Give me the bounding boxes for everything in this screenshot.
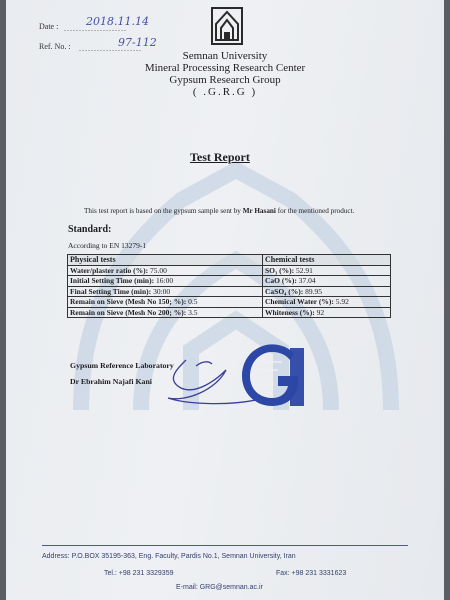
chemical-test-label: CaO (%):	[265, 276, 297, 286]
ref-label: Ref. No. :	[39, 42, 71, 51]
table-row	[68, 265, 391, 276]
date-value: 2018.11.14	[86, 15, 149, 28]
physical-test-label: Remain on Sieve (Mesh No 200; %):	[70, 307, 187, 317]
table-row	[68, 276, 391, 287]
chemical-test-value: 92	[316, 307, 325, 317]
physical-test-value: 3.5	[188, 307, 198, 317]
table-row	[68, 297, 391, 308]
physical-test-cell	[68, 286, 263, 297]
header-group: Gypsum Research Group	[169, 74, 281, 86]
lab-name: Gypsum Reference Laboratory	[70, 361, 174, 370]
signatory-name: Dr Ebrahim Najafi Kani	[70, 377, 152, 386]
physical-test-cell	[68, 276, 263, 287]
header-center: Mineral Processing Research Center	[144, 62, 306, 74]
physical-test-cell	[68, 307, 263, 318]
physical-test-value: 16:00	[155, 276, 174, 286]
ref-dots: .....................	[79, 44, 142, 53]
intro-lead: This test report is based on the gypsum sample sent by	[84, 207, 241, 215]
header-acronym: ( .G.R.G )	[192, 86, 258, 98]
chemical-test-value: 89.95	[305, 286, 323, 296]
standard-reference: According to EN 13279-1	[68, 241, 147, 250]
chemical-test-value: 5.92	[335, 297, 349, 307]
chemical-tests-header: Chemical tests	[263, 255, 391, 266]
table-row	[68, 307, 391, 318]
results-table	[67, 254, 391, 318]
date-label: Date :	[39, 22, 59, 31]
physical-test-value: 75.00	[150, 265, 167, 275]
footer-address: Address: P.O.BOX 35195-363, Eng. Faculty, Pardis No.1, Semnan University, Iran	[42, 553, 296, 560]
chemical-test-cell	[263, 307, 391, 318]
physical-tests-header: Physical tests	[68, 255, 263, 266]
ref-value: 97-112	[118, 36, 157, 49]
physical-test-label: Water/plaster ratio (%):	[70, 265, 149, 275]
chemical-test-label: SO₃ (%):	[265, 265, 295, 275]
chemical-test-label: Whiteness (%):	[265, 307, 315, 317]
footer-fax: Fax: +98 231 3331623	[276, 570, 347, 577]
chemical-test-label: Chemical Water (%):	[265, 297, 334, 307]
laboratory-stamp	[238, 340, 306, 412]
table-row	[68, 286, 391, 297]
footer-email: E-mail: GRG@semnan.ac.ir	[176, 584, 263, 591]
physical-test-value: 30:00	[153, 286, 171, 296]
intro-text	[84, 207, 354, 215]
report-page	[6, 0, 444, 600]
physical-test-label: Initial Setting Time (min):	[70, 276, 155, 286]
physical-test-label: Final Setting Time (min):	[70, 286, 152, 296]
chemical-test-cell	[263, 297, 391, 308]
intro-tail: for the mentioned product.	[277, 207, 355, 215]
chemical-test-value: 37.04	[298, 276, 316, 286]
chemical-test-cell	[263, 286, 391, 297]
footer-tel: Tel.: +98 231 3329359	[104, 570, 174, 577]
physical-test-cell	[68, 265, 263, 276]
standard-heading: Standard:	[68, 224, 112, 235]
chemical-test-value: 52.91	[296, 265, 313, 275]
date-dots: .....................	[64, 24, 127, 33]
chemical-test-cell	[263, 265, 391, 276]
footer-rule	[42, 545, 408, 546]
physical-test-value: 0.5	[188, 297, 198, 307]
report-title: Test Report	[190, 150, 250, 164]
chemical-test-label: CaSO₄ (%):	[265, 286, 304, 296]
physical-test-cell	[68, 297, 263, 308]
intro-client: Mr Hasani	[242, 207, 276, 215]
header-university: Semnan University	[182, 50, 268, 62]
university-logo-icon	[210, 6, 244, 46]
table-header-row	[68, 255, 391, 266]
physical-test-label: Remain on Sieve (Mesh No 150; %):	[70, 297, 187, 307]
chemical-test-cell	[263, 276, 391, 287]
